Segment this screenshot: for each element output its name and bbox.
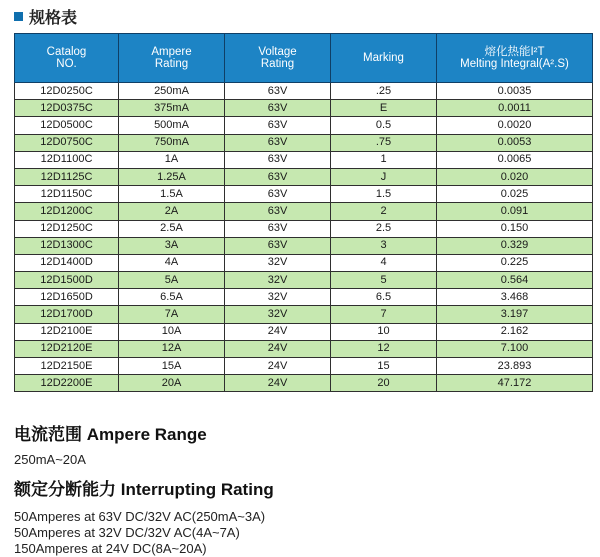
table-row bbox=[15, 375, 593, 392]
table-row bbox=[15, 289, 593, 306]
melting-integral-cell: 0.0011 bbox=[437, 100, 593, 117]
melting-integral-cell: 0.0035 bbox=[437, 83, 593, 100]
melting-integral-cell: 0.091 bbox=[437, 203, 593, 220]
col-header-catalog: Catalog NO. bbox=[15, 34, 119, 83]
ampere-cell: 5A bbox=[119, 272, 225, 289]
marking-cell: .75 bbox=[331, 134, 437, 151]
ampere-cell: 10A bbox=[119, 323, 225, 340]
table-row bbox=[15, 117, 593, 134]
voltage-cell: 63V bbox=[225, 203, 331, 220]
table-row bbox=[15, 254, 593, 271]
ampere-cell: 250mA bbox=[119, 83, 225, 100]
title-marker-icon bbox=[14, 12, 23, 21]
ampere-cell: 1.5A bbox=[119, 186, 225, 203]
table-row bbox=[15, 100, 593, 117]
col-header-melting-integral: 熔化热能I²T Melting Integral(A².S) bbox=[437, 34, 593, 83]
table-row bbox=[15, 340, 593, 357]
voltage-cell: 32V bbox=[225, 306, 331, 323]
melting-integral-cell: 0.225 bbox=[437, 254, 593, 271]
marking-cell: 6.5 bbox=[331, 289, 437, 306]
voltage-cell: 63V bbox=[225, 186, 331, 203]
voltage-cell: 24V bbox=[225, 323, 331, 340]
catalog-cell: 12D2150E bbox=[15, 358, 119, 375]
melting-integral-cell: 7.100 bbox=[437, 340, 593, 357]
ampere-cell: 500mA bbox=[119, 117, 225, 134]
ampere-cell: 375mA bbox=[119, 100, 225, 117]
voltage-cell: 24V bbox=[225, 358, 331, 375]
table-row bbox=[15, 134, 593, 151]
voltage-cell: 32V bbox=[225, 272, 331, 289]
table-row bbox=[15, 220, 593, 237]
marking-cell: 2.5 bbox=[331, 220, 437, 237]
marking-cell: 5 bbox=[331, 272, 437, 289]
marking-cell: .25 bbox=[331, 83, 437, 100]
catalog-cell: 12D1650D bbox=[15, 289, 119, 306]
melting-integral-cell: 3.468 bbox=[437, 289, 593, 306]
marking-cell: J bbox=[331, 168, 437, 185]
melting-integral-cell: 47.172 bbox=[437, 375, 593, 392]
ampere-cell: 1.25A bbox=[119, 168, 225, 185]
catalog-cell: 12D1700D bbox=[15, 306, 119, 323]
spec-table bbox=[14, 33, 593, 392]
page-title: 规格表 bbox=[29, 9, 78, 27]
table-row bbox=[15, 203, 593, 220]
voltage-cell: 63V bbox=[225, 168, 331, 185]
catalog-cell: 12D1100C bbox=[15, 151, 119, 168]
ampere-cell: 2A bbox=[119, 203, 225, 220]
marking-cell: 12 bbox=[331, 340, 437, 357]
marking-cell: E bbox=[331, 100, 437, 117]
melting-integral-cell: 3.197 bbox=[437, 306, 593, 323]
page-title-row bbox=[14, 4, 77, 28]
melting-integral-cell: 0.150 bbox=[437, 220, 593, 237]
marking-cell: 1 bbox=[331, 151, 437, 168]
catalog-cell: 12D1200C bbox=[15, 203, 119, 220]
col-header-marking: Marking bbox=[331, 34, 437, 83]
catalog-cell: 12D1400D bbox=[15, 254, 119, 271]
table-row bbox=[15, 237, 593, 254]
catalog-cell: 12D1125C bbox=[15, 168, 119, 185]
col-header-ampere: Ampere Rating bbox=[119, 34, 225, 83]
voltage-cell: 32V bbox=[225, 254, 331, 271]
interrupting-rating-section bbox=[14, 475, 274, 557]
catalog-cell: 12D2200E bbox=[15, 375, 119, 392]
marking-cell: 15 bbox=[331, 358, 437, 375]
melting-integral-cell: 23.893 bbox=[437, 358, 593, 375]
col-header-voltage: Voltage Rating bbox=[225, 34, 331, 83]
table-row bbox=[15, 358, 593, 375]
marking-cell: 3 bbox=[331, 237, 437, 254]
ampere-cell: 6.5A bbox=[119, 289, 225, 306]
catalog-cell: 12D1250C bbox=[15, 220, 119, 237]
catalog-cell: 12D1300C bbox=[15, 237, 119, 254]
melting-integral-cell: 0.0053 bbox=[437, 134, 593, 151]
interrupting-rating-title: 额定分断能力 Interrupting Rating bbox=[14, 480, 274, 499]
voltage-cell: 63V bbox=[225, 151, 331, 168]
ampere-cell: 12A bbox=[119, 340, 225, 357]
catalog-cell: 12D0375C bbox=[15, 100, 119, 117]
ampere-cell: 4A bbox=[119, 254, 225, 271]
melting-integral-cell: 0.564 bbox=[437, 272, 593, 289]
voltage-cell: 63V bbox=[225, 134, 331, 151]
catalog-cell: 12D2100E bbox=[15, 323, 119, 340]
marking-cell: 10 bbox=[331, 323, 437, 340]
table-row bbox=[15, 306, 593, 323]
table-header-row bbox=[15, 34, 593, 83]
voltage-cell: 24V bbox=[225, 375, 331, 392]
melting-integral-cell: 0.0020 bbox=[437, 117, 593, 134]
table-row bbox=[15, 151, 593, 168]
ampere-cell: 1A bbox=[119, 151, 225, 168]
interrupting-rating-line: 50Amperes at 63V DC/32V AC(250mA~3A) bbox=[14, 509, 266, 524]
table-row bbox=[15, 186, 593, 203]
marking-cell: 1.5 bbox=[331, 186, 437, 203]
marking-cell: 4 bbox=[331, 254, 437, 271]
table-row bbox=[15, 272, 593, 289]
ampere-range-title: 电流范围 Ampere Range bbox=[14, 425, 207, 444]
table-row bbox=[15, 323, 593, 340]
voltage-cell: 63V bbox=[225, 83, 331, 100]
melting-integral-cell: 0.0065 bbox=[437, 151, 593, 168]
voltage-cell: 63V bbox=[225, 117, 331, 134]
voltage-cell: 24V bbox=[225, 340, 331, 357]
marking-cell: 0.5 bbox=[331, 117, 437, 134]
marking-cell: 2 bbox=[331, 203, 437, 220]
ampere-range-value: 250mA~20A bbox=[14, 452, 86, 467]
ampere-cell: 3A bbox=[119, 237, 225, 254]
catalog-cell: 12D0750C bbox=[15, 134, 119, 151]
melting-integral-cell: 0.329 bbox=[437, 237, 593, 254]
melting-integral-cell: 0.025 bbox=[437, 186, 593, 203]
interrupting-rating-line: 150Amperes at 24V DC(8A~20A) bbox=[14, 541, 207, 556]
marking-cell: 7 bbox=[331, 306, 437, 323]
catalog-cell: 12D2120E bbox=[15, 340, 119, 357]
melting-integral-cell: 0.020 bbox=[437, 168, 593, 185]
marking-cell: 20 bbox=[331, 375, 437, 392]
ampere-cell: 750mA bbox=[119, 134, 225, 151]
ampere-cell: 15A bbox=[119, 358, 225, 375]
voltage-cell: 32V bbox=[225, 289, 331, 306]
table-row bbox=[15, 168, 593, 185]
catalog-cell: 12D0500C bbox=[15, 117, 119, 134]
melting-integral-cell: 2.162 bbox=[437, 323, 593, 340]
table-body bbox=[15, 83, 593, 392]
interrupting-rating-line: 50Amperes at 32V DC/32V AC(4A~7A) bbox=[14, 525, 240, 540]
voltage-cell: 63V bbox=[225, 220, 331, 237]
catalog-cell: 12D1500D bbox=[15, 272, 119, 289]
ampere-cell: 2.5A bbox=[119, 220, 225, 237]
ampere-range-section bbox=[14, 420, 207, 468]
voltage-cell: 63V bbox=[225, 237, 331, 254]
voltage-cell: 63V bbox=[225, 100, 331, 117]
ampere-cell: 7A bbox=[119, 306, 225, 323]
table-row bbox=[15, 83, 593, 100]
catalog-cell: 12D1150C bbox=[15, 186, 119, 203]
ampere-cell: 20A bbox=[119, 375, 225, 392]
catalog-cell: 12D0250C bbox=[15, 83, 119, 100]
